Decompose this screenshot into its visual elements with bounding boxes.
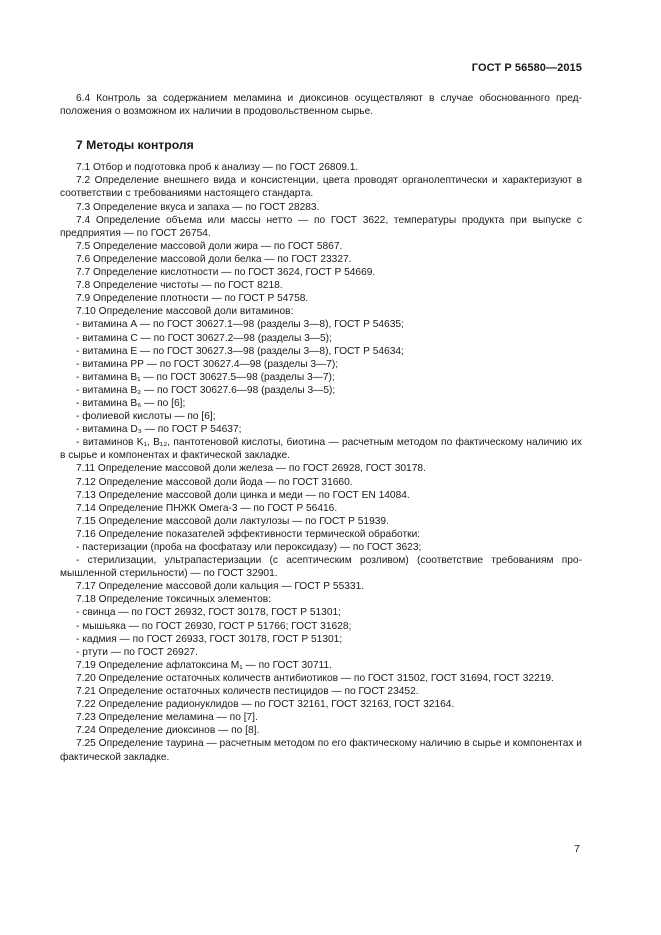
- list-item-lead: - свинца — по ГОСТ 26932, ГОСТ 30178, ГОСТ Р 51301;: [76, 607, 341, 619]
- list-item-mercury: - ртути — по ГОСТ 26927.: [76, 646, 198, 658]
- list-item-vitamin-c: - витамина С — по ГОСТ 30627.2—98 (разделы 3—5);: [76, 332, 332, 344]
- list-item-vitamin-b1: - витамина B₁ — по ГОСТ 30627.5—98 (разделы 3—7);: [76, 371, 335, 383]
- line-7-16: 7.16 Определение показателей эффективности термической обработки:: [76, 528, 421, 540]
- list-item-vitamin-d3: - витамина D₃ — по ГОСТ Р 54637;: [76, 424, 242, 436]
- line-7-3: 7.3 Определение вкуса и запаха — по ГОСТ 28283.: [76, 201, 320, 213]
- line-7-21: 7.21 Определение остаточных количеств пестицидов — по ГОСТ 23452.: [76, 686, 419, 698]
- line-7-15: 7.15 Определение массовой доли лактулозы — по ГОСТ Р 51939.: [76, 515, 389, 527]
- line-7-23: 7.23 Определение меламина — по [7].: [76, 712, 258, 724]
- line-7-12: 7.12 Определение массовой доли йода — по ГОСТ 31660.: [76, 476, 353, 488]
- line-7-22: 7.22 Определение радионуклидов — по ГОСТ 32161, ГОСТ 32163, ГОСТ 32164.: [76, 699, 455, 711]
- section-heading: 7 Методы контроля: [76, 138, 194, 153]
- line-7-4: 7.4 Определение объема или массы нетто — по ГОСТ 3622, температуры продукта при выпуске с предприятия — по ГОСТ 26754.: [60, 214, 582, 239]
- line-7-25: 7.25 Определение таурина — расчетным методом по его фактическому наличию в сырье и компонентах и фактической закладке.: [60, 738, 582, 763]
- line-7-20: 7.20 Определение остаточных количеств антибиотиков — по ГОСТ 31502, ГОСТ 31694, ГОСТ 32219.: [76, 672, 554, 684]
- line-7-18: 7.18 Определение токсичных элементов:: [76, 594, 271, 606]
- paragraph-6-4: 6.4 Контроль за содержанием меламина и диоксинов осуществляют в случае обоснованного предположения о возможном их наличии в продовольственном сырье.: [60, 93, 582, 118]
- list-item-pasteurization: - пастеризации (проба на фосфатазу или пероксидазу) — по ГОСТ 3623;: [76, 542, 422, 553]
- document-code: ГОСТ Р 56580—2015: [471, 62, 582, 74]
- page-content: [60, 92, 582, 764]
- list-item-vitamin-e: - витамина Е — по ГОСТ 30627.3—98 (разделы 3—8), ГОСТ Р 54634;: [76, 345, 404, 357]
- list-item-vitamin-pp: - витамина РР — по ГОСТ 30627.4—98 (разделы 3—7);: [76, 358, 339, 370]
- line-7-2: 7.2 Определение внешнего вида и консистенции, цвета проводят органолептически и характеризуют в соответствии с требованиями настоящего стандарта.: [60, 175, 582, 200]
- line-7-9: 7.9 Определение плотности — по ГОСТ Р 54758.: [76, 293, 309, 305]
- line-7-1: 7.1 Отбор и подготовка проб к анализу — по ГОСТ 26809.1.: [76, 162, 359, 174]
- list-item-cadmium: - кадмия — по ГОСТ 26933, ГОСТ 30178, ГОСТ Р 51301;: [76, 633, 343, 645]
- line-7-7: 7.7 Определение кислотности — по ГОСТ 3624, ГОСТ Р 54669.: [76, 267, 376, 279]
- list-item-folic-acid: - фолиевой кислоты — по [6];: [76, 411, 216, 423]
- list-item-vitamin-a: - витамина А — по ГОСТ 30627.1—98 (разделы 3—8), ГОСТ Р 54635;: [76, 319, 404, 331]
- page-number: 7: [574, 843, 580, 855]
- line-7-10: 7.10 Определение массовой доли витаминов:: [76, 306, 294, 318]
- line-7-8: 7.8 Определение чистоты — по ГОСТ 8218.: [76, 280, 283, 292]
- line-7-14: 7.14 Определение ПНЖК Омега-3 — по ГОСТ Р 56416.: [76, 502, 338, 514]
- list-item-vitamins-k1-b12: - витаминов K₁, B₁₂, пантотеновой кислоты, биотина — расчетным методом по фактическому наличию их в сырье и компонентах и фактической закладке.: [60, 437, 582, 462]
- line-7-19: 7.19 Определение афлатоксина M₁ — по ГОСТ 30711.: [76, 659, 332, 671]
- list-item-vitamin-b6: - витамина B₆ — по [6];: [76, 397, 186, 409]
- line-7-5: 7.5 Определение массовой доли жира — по ГОСТ 5867.: [76, 240, 343, 252]
- line-7-17: 7.17 Определение массовой доли кальция — ГОСТ Р 55331.: [76, 581, 365, 593]
- line-7-24: 7.24 Определение диоксинов — по [8].: [76, 725, 260, 737]
- list-item-vitamin-b2: - витамина B₂ — по ГОСТ 30627.6—98 (разделы 3—5);: [76, 384, 336, 396]
- list-item-sterilization: - стерилизации, ультрапастеризации (с асептическим розливом) (соответствие требованиям промышленной стерильности) — по ГОСТ 32901.: [60, 555, 582, 580]
- list-item-arsenic: - мышьяка — по ГОСТ 26930, ГОСТ Р 51766; ГОСТ 31628;: [76, 620, 352, 632]
- line-7-11: 7.11 Определение массовой доли железа — по ГОСТ 26928, ГОСТ 30178.: [76, 463, 426, 475]
- line-7-13: 7.13 Определение массовой доли цинка и меди — по ГОСТ EN 14084.: [76, 489, 410, 501]
- line-7-6: 7.6 Определение массовой доли белка — по ГОСТ 23327.: [76, 253, 352, 265]
